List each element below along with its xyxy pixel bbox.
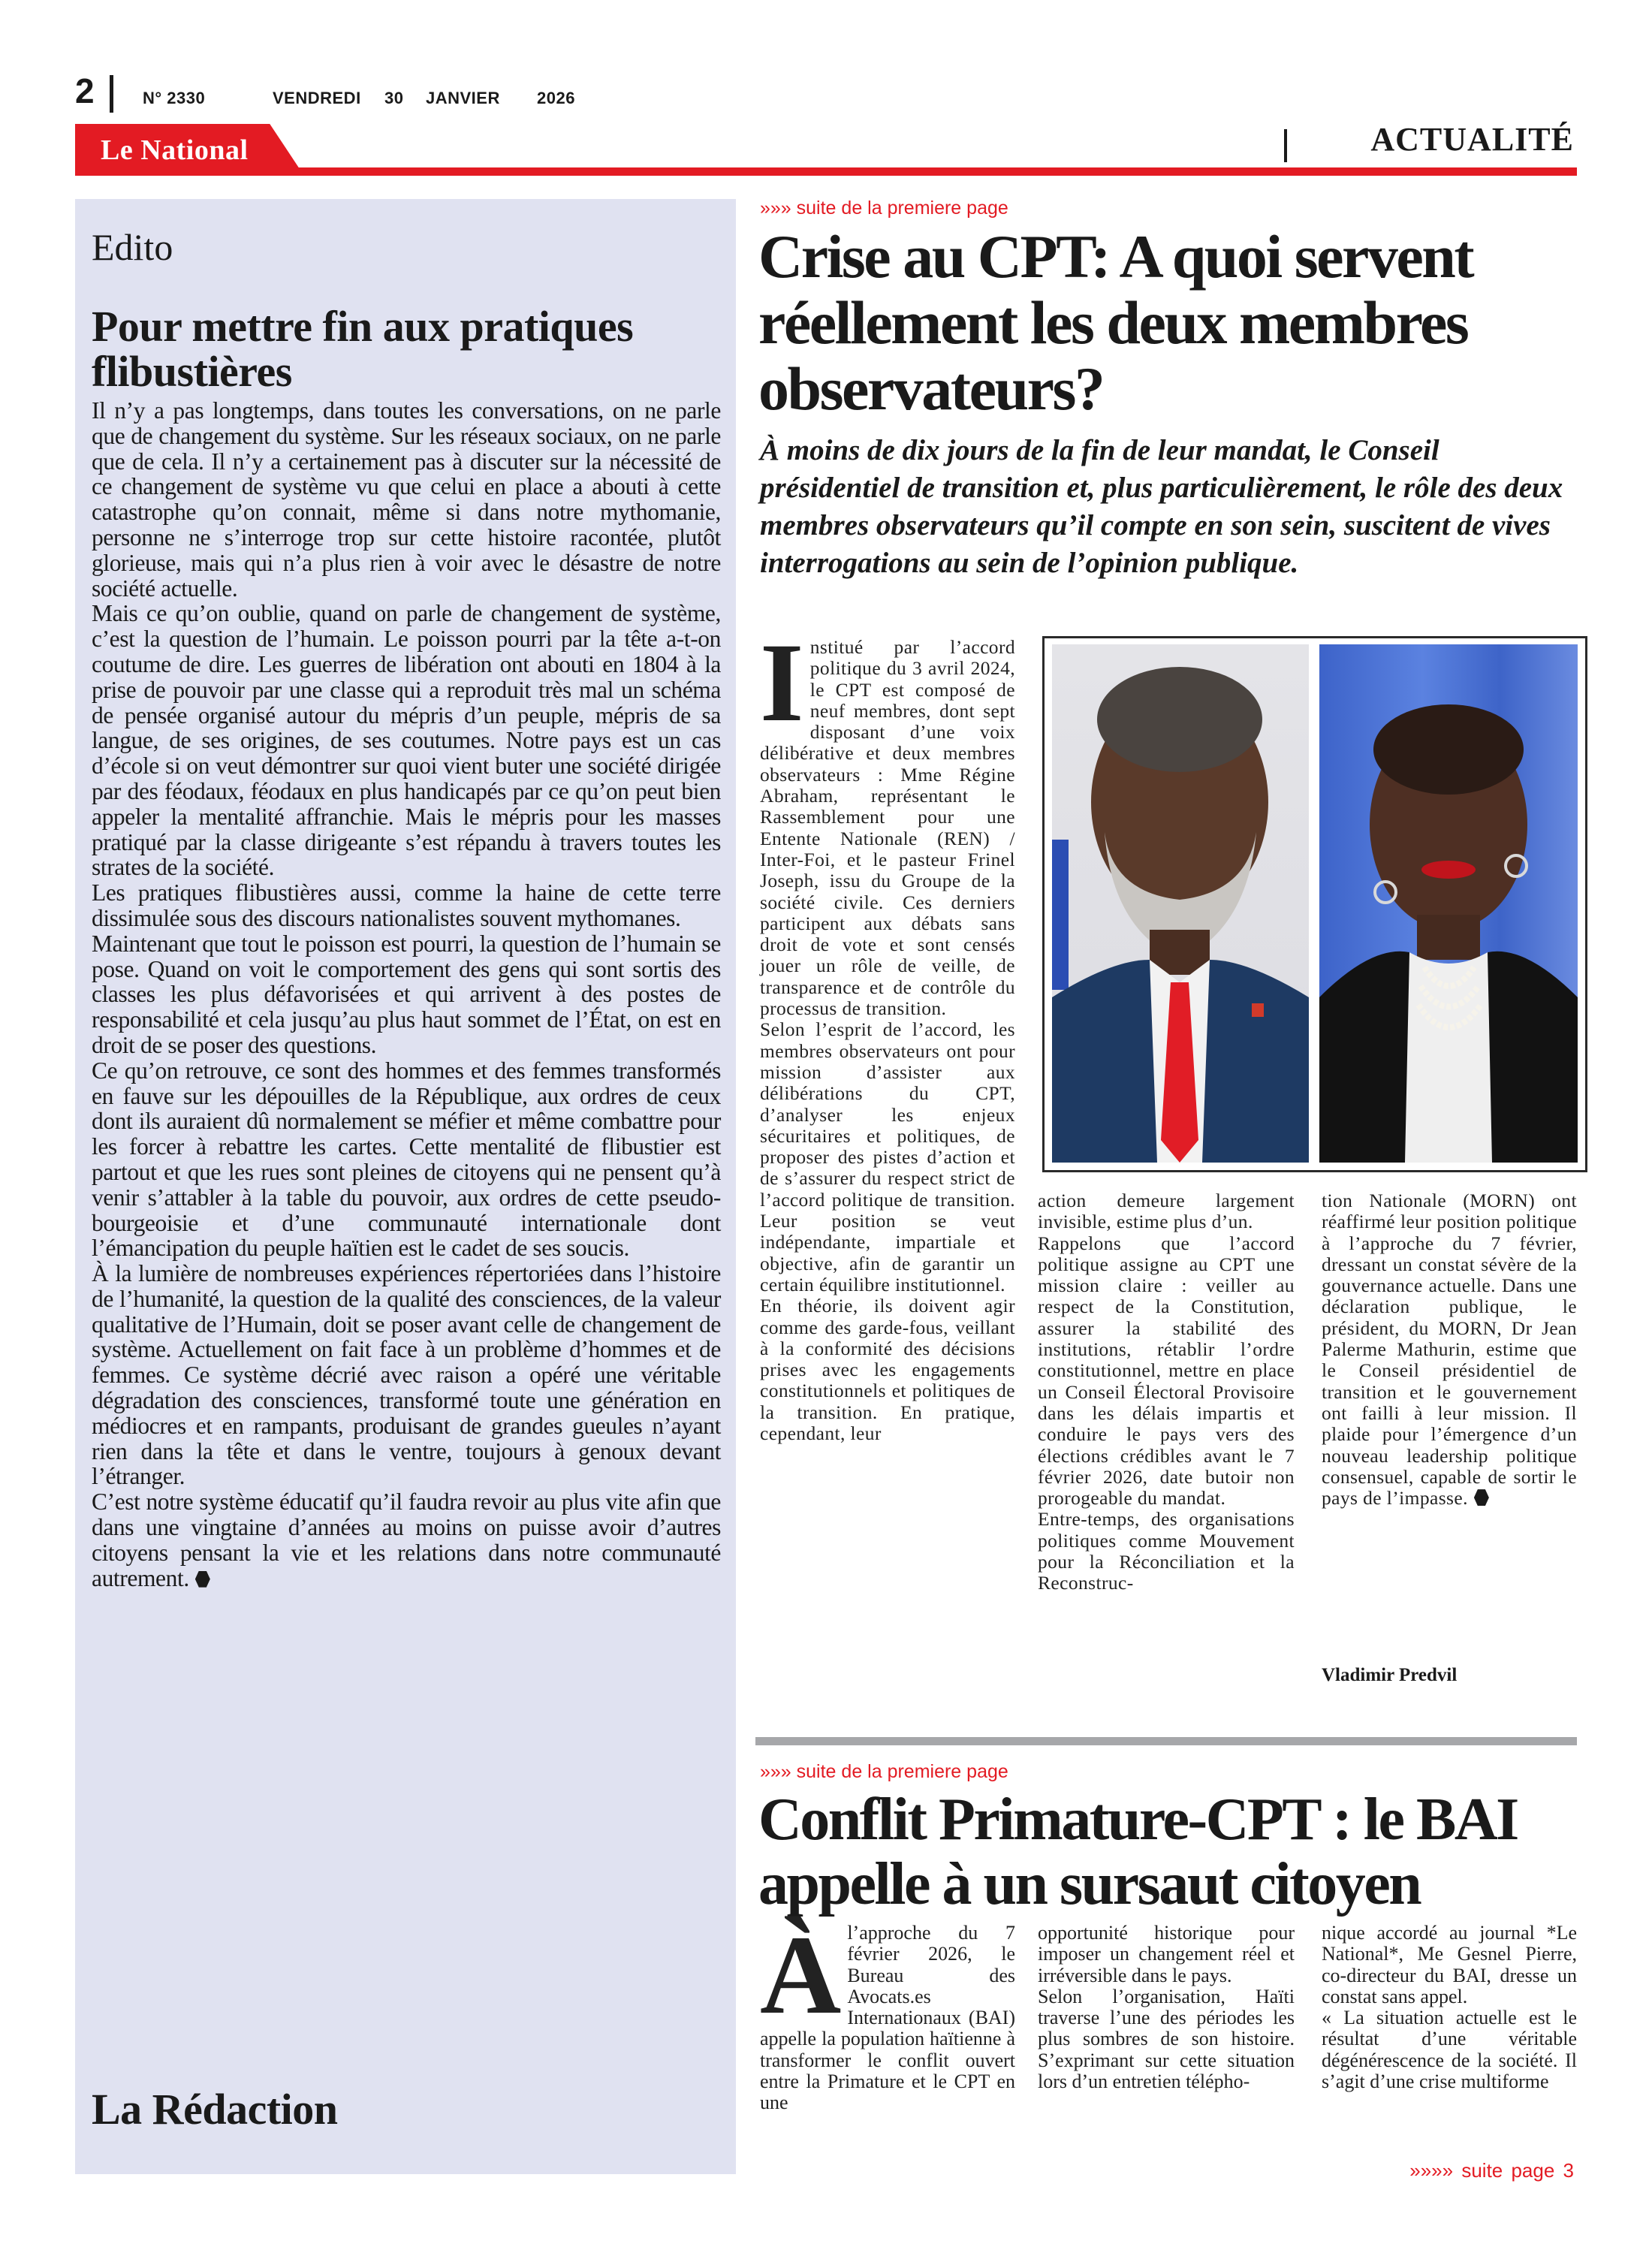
article2-paragraph: l’approche du 7 février 2026, le Bureau des Avocats.es Internationaux (BAI) appelle la population haïtienne à transformer le conflit ouvert entre la Primature et le CPT en une [760, 1922, 1015, 2114]
article1-paragraph-last: tion Nationale (MORN) ont réaffirmé leur position politique à l’approche du 7 février, dressant un constat sévère de la gouvernance actuelle. Dans une déclaration publique, le président, du MORN, Dr Jean Palerme Mathurin, estime que le Conseil présidentiel de transition et le gouvernement ont failli à leur mission. Il plaide pour l’émergence d’un nouveau leadership politique consensuel, capable de sortir le pays de l’impasse. [1322, 1190, 1577, 1510]
edito-body [92, 398, 721, 1591]
issue-weekday: VENDREDI [273, 89, 361, 107]
article1-paragraph: Selon l’esprit de l’accord, les membres observateurs ont pour mission d’assister aux délibérations du CPT, d’analyser les enjeux sécuritaires et politiques, de proposer des pistes d’action et de s’assurer du respect strict de l’accord politique de transition. Leur position se veut indépendante, impartiale et objective, afin de garantir un certain équilibre institutionnel. [760, 1018, 1015, 1295]
edito-paragraph: Il n’y a pas longtemps, dans toutes les conversations, on ne parle que de changement du système. Sur les réseaux sociaux, on ne parle que de cela. Il n’y a certainement pas à discuter sur la nécessité de ce changement de système vu que celui en place a abouti à cette catastrophe qu’on connait, même si dans notre mythomanie, personne ne s’interroge trop sur cette histoire racontée, plutôt glorieuse, mais qui n’a plus rien à voir avec le désastre de notre société actuelle. [92, 397, 721, 602]
brand-logo: Le National [101, 134, 249, 166]
page-number-divider [110, 75, 113, 113]
issue-month: JANVIER [426, 89, 500, 107]
article1-kicker: »»» suite de la premiere page [760, 198, 1008, 219]
continued-on-page-3-link[interactable]: »»»» suite page 3 [1409, 2159, 1574, 2182]
issue-year: 2026 [537, 89, 575, 107]
edito-paragraph: À la lumière de nombreuses expériences répertoriées dans l’histoire de l’humanité, la question de la qualité des consciences, de la valeur qualitative de l’Humain, doit se poser avant celle de changement de système. Actuellement on fait face à un problème d’hommes et de femmes. Ce système décrié avec raison a opéré une véritable dégradation des consciences, transformé toute une génération en médiocres et en rampants, produisant de grandes gueules n’ayant rien dans la tête et dans le ventre, toujours à genoux devant l’étranger. [92, 1260, 721, 1490]
article1-paragraph: Rappelons que l’accord politique assigne au CPT une mission claire : veiller au respect de la Constitution, assurer la stabilité des institutions, rétablir l’ordre constitutionnel, mettre en place un Conseil Électoral Provisoire dans les délais impartis et conduire le pays vers des élections crédibles avant le 7 février 2026, date butoir non prorogeable du mandat. [1038, 1232, 1295, 1510]
portrait-woman-illustration [1319, 644, 1578, 1163]
page-number: 2 [75, 71, 95, 110]
article1-paragraph: En théorie, ils doivent agir comme des garde-fous, veillant à la conformité des décisions prises avec les engagements constitutionnels et politiques de la transition. En pratique, cependant, leur [760, 1295, 1015, 1444]
article-divider [755, 1737, 1577, 1745]
article1-column-3 [1322, 1190, 1577, 1509]
edito-box [75, 199, 736, 2174]
article2-headline: Conflit Primature-CPT : le BAI appelle à un sursaut citoyen [758, 1787, 1518, 1917]
article2-paragraph: « La situation actuelle est le résultat d’une véritable dégénérescence de la société. Il s’agit d’une crise multiforme [1322, 2007, 1577, 2093]
edito-paragraph: Maintenant que tout le poisson est pourri, la question de l’humain se pose. Quand on voit le comportement des gens qui sont sortis des classes les plus défavorisées et qui arrivent à des postes de responsabilité et cela jusqu’au plus haut sommet de l’État, on est en droit de se poser des questions. [92, 930, 721, 1058]
masthead-red-rule [75, 167, 1577, 176]
end-mark-icon [1474, 1489, 1489, 1506]
article1-paragraph: action demeure largement invisible, estime plus d’un. [1038, 1190, 1295, 1233]
issue-number: N° 2330 [143, 89, 206, 107]
portrait-man-image [1052, 644, 1309, 1163]
edito-paragraph: Mais ce qu’on oublie, quand on parle de changement de système, c’est la question de l’humain. Le poisson pourri par la tête a-t-on coutume de dire. Les guerres de libération ont abouti en 1804 à la prise de pouvoir par une classe qui a reproduit très mal un schéma de pensée organisé autour du mépris d’un peuple, mépris de sa langue, de ses origines, de ses coutumes. Notre pays est un cas d’école si on veut démontrer sur quoi vient buter une société dirigée par des féodaux, féodaux en plus handicapés par ce qu’on peut bien appeler la mentalité affranchie. Mais le mépris pour les masses pratiqué par la classe dirigeante s’est répandu à travers toutes les strates de la société. [92, 600, 721, 881]
end-mark-icon [195, 1571, 210, 1588]
edito-signature: La Rédaction [92, 2085, 338, 2134]
edito-paragraph: Ce qu’on retrouve, ce sont des hommes et des femmes transformés en fauve sur les dépouilles de la République, aux ordres de ceux dont ils auraient dû normalement se méfier et même combattre pour les forcer à rebattre les cartes. Cette mentalité de flibustier est partout et que les rues sont pleines de citoyens qui ne pensent qu’à venir s’attabler à la table du pouvoir, aux ordres de cette pseudo-bourgeoisie et d’une communauté internationale dont l’émancipation du peuple haïtien est le cadet de ses soucis. [92, 1057, 721, 1262]
edito-paragraph: Les pratiques flibustières aussi, comme la haine de cette terre dissimulée sous des discours nationalistes souvent mythomanes. [92, 879, 721, 931]
edito-paragraph-last: C’est notre système éducatif qu’il faudra revoir au plus vite afin que dans une vingtaine d’années au moins on puisse avoir d’autres citoyens pensant la vie et les relations dans notre communauté autrement. [92, 1488, 721, 1591]
portrait-woman-image [1319, 644, 1578, 1163]
article1-paragraph: nstitué par l’accord politique du 3 avril 2024, le CPT est composé de neuf membres, dont sept disposant d’une voix délibérative et deux membres observateurs : Mme Régine Abraham, représentant le Rassemblement pour une Entente Nationale (REN) / Inter-Foi, et le pasteur Frinel Joseph, issu du Groupe de la société civile. Ces derniers participent aux débats sans droit de vote et sont censés jouer un rôle de veille, de transparence et de contrôle du processus de transition. [760, 636, 1015, 1020]
article1-paragraph: Entre-temps, des organisations politiques comme Mouvement pour la Réconciliation et la Reconstruc- [1038, 1508, 1295, 1594]
article2-column-2 [1038, 1923, 1295, 2092]
article1-column-1 [760, 620, 1015, 1444]
section-label: ACTUALITÉ [1370, 121, 1574, 158]
portrait-man-illustration [1052, 644, 1309, 1163]
article1-column-2 [1038, 1190, 1295, 1594]
article2-column-3 [1322, 1923, 1577, 2092]
article2-paragraph: Selon l’organisation, Haïti traverse l’une des périodes les plus sombres de son histoire. S’exprimant sur cette situation lors d’un entretien télépho- [1038, 1985, 1295, 2093]
article2-paragraph: nique accordé au journal *Le National*, Me Gesnel Pierre, co-directeur du BAI, dresse un constat sans appel. [1322, 1922, 1577, 2007]
article2-dropcap: À [760, 1913, 842, 2037]
edito-kicker: Edito [92, 226, 173, 268]
article1-headline: Crise au CPT: A quoi servent réellement les deux membres observateurs? [758, 222, 1473, 423]
issue-day: 30 [384, 89, 404, 107]
edito-title: Pour mettre fin aux pratiques flibustières [92, 302, 634, 396]
article1-dropcap: I [760, 620, 804, 745]
article1-chapeau: À moins de dix jours de la fin de leur mandat, le Conseil présidentiel de transition et, plus particulièrement, le rôle des deux membres observateurs qu’il compte en son sein, suscitent de vives interrogations au sein de l’opinion publique. [760, 434, 1563, 579]
article1-byline: Vladimir Predvil [1322, 1665, 1458, 1685]
article1-photo [1042, 636, 1587, 1172]
article2-paragraph: opportunité historique pour imposer un changement réel et irréversible dans le pays. [1038, 1922, 1295, 1986]
article2-column-1 [760, 1913, 1015, 2114]
section-divider [1284, 129, 1287, 162]
article2-kicker: »»» suite de la premiere page [760, 1761, 1008, 1782]
